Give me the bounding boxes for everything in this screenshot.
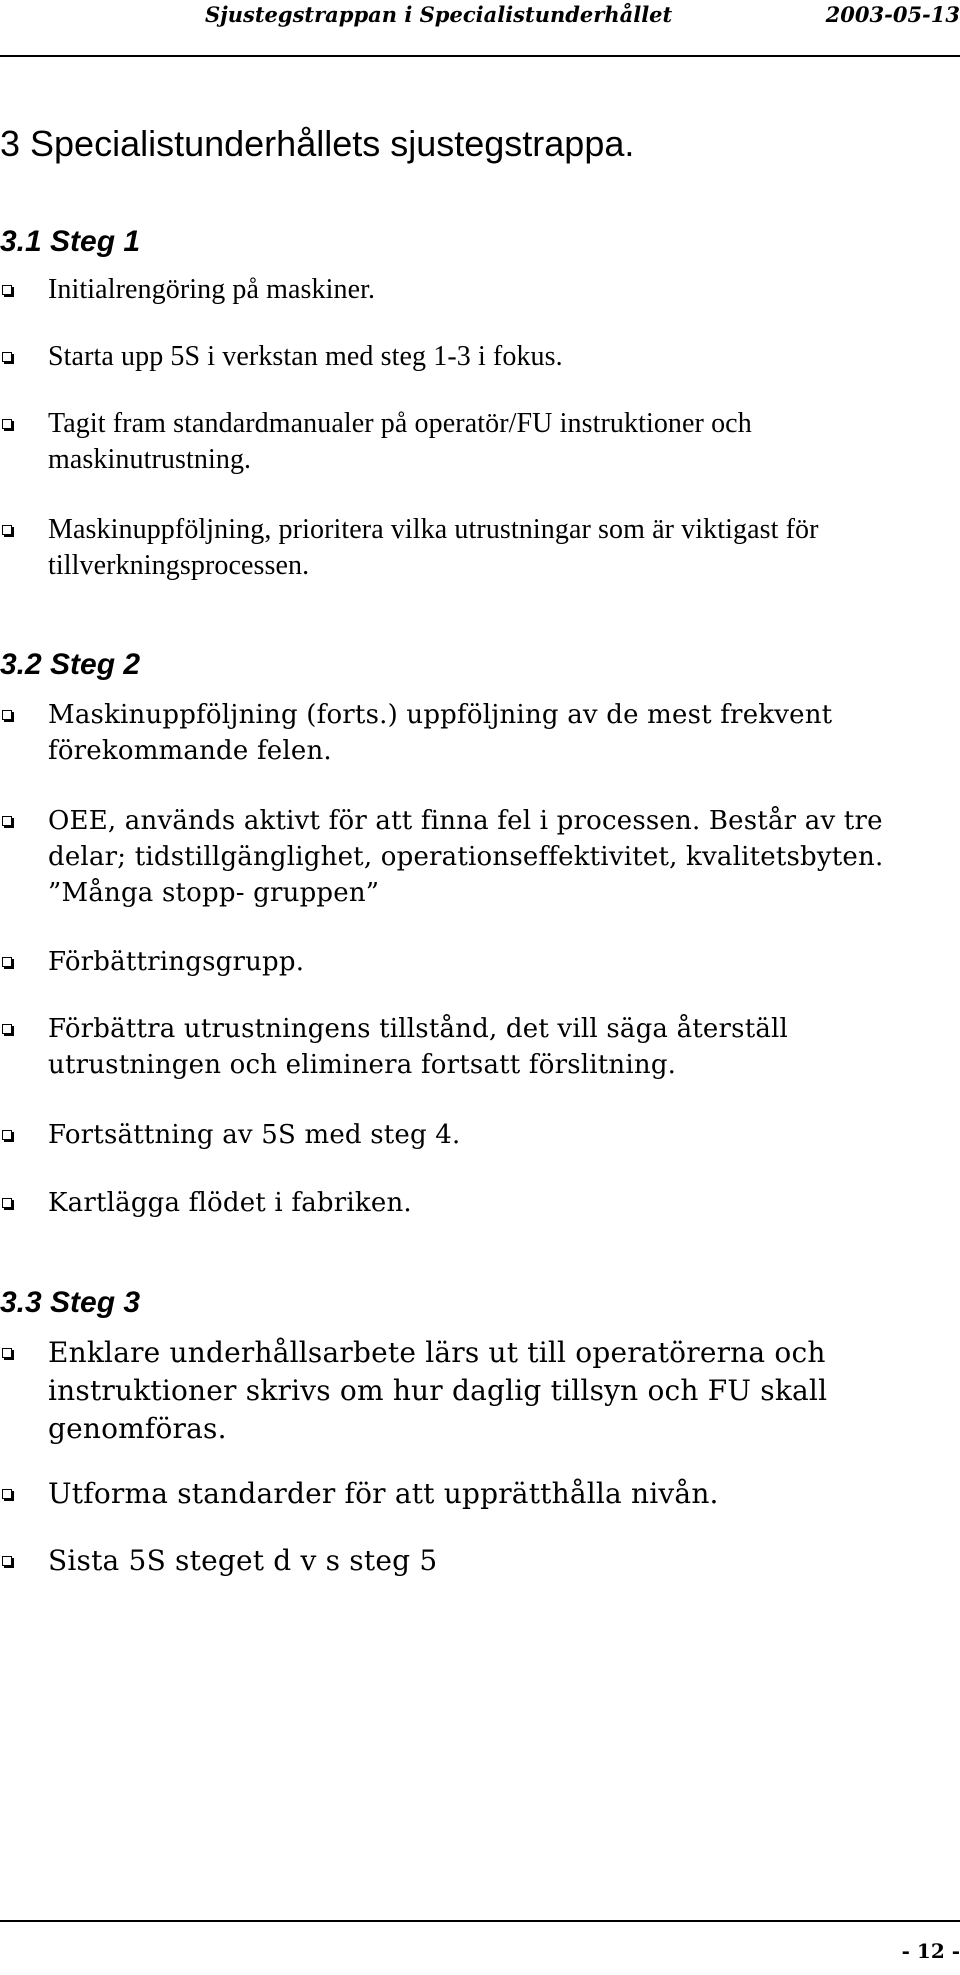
header-date: 2003-05-13 (825, 2, 960, 27)
list-item-text: Enklare underhållsarbete lärs ut till operatörerna och instruktioner skrivs om hur daglig tillsyn och FU skall genomföras. (48, 1336, 828, 1445)
list-item-text: Kartlägga flödet i fabriken. (48, 1188, 412, 1218)
list-item-text: Förbättra utrustningens tillstånd, det vill säga återställ utrustningen och eliminera fortsatt förslitning. (48, 1014, 789, 1080)
checkbox-bullet-icon (2, 352, 12, 362)
list-item-text: Fortsättning av 5S med steg 4. (48, 1120, 461, 1150)
list-item-text: Maskinuppföljning, prioritera vilka utrustningar som är viktigast för tillverkningsprocessen. (48, 514, 819, 581)
list-item-text: Sista 5S steget d v s steg 5 (48, 1544, 438, 1577)
section-heading-steg-2: 3.2 Steg 2 (0, 648, 141, 681)
header-divider (0, 55, 960, 57)
header-title: Sjustegstrappan i Specialistunderhållet (205, 2, 673, 27)
checkbox-bullet-icon (2, 419, 12, 429)
list-item-text: Tagit fram standardmanualer på operatör/FU instruktioner och maskinutrustning. (48, 408, 752, 475)
section-heading-steg-3: 3.3 Steg 3 (0, 1286, 141, 1319)
chapter-heading: 3 Specialistunderhållets sjustegstrappa. (0, 123, 635, 164)
checkbox-bullet-icon (2, 1198, 12, 1208)
checkbox-bullet-icon (2, 1348, 12, 1358)
list-item-text: Initialrengöring på maskiner. (48, 274, 376, 305)
footer-divider (0, 1920, 960, 1922)
checkbox-bullet-icon (2, 1556, 12, 1566)
section-heading-steg-1: 3.1 Steg 1 (0, 225, 141, 258)
checkbox-bullet-icon (2, 1130, 12, 1140)
checkbox-bullet-icon (2, 1024, 12, 1034)
checkbox-bullet-icon (2, 525, 12, 535)
checkbox-bullet-icon (2, 710, 12, 720)
page-number: - 12 - (901, 1939, 960, 1963)
list-item-text: Förbättringsgrupp. (48, 947, 305, 977)
checkbox-bullet-icon (2, 957, 12, 967)
checkbox-bullet-icon (2, 1489, 12, 1499)
list-item-text: Starta upp 5S i verkstan med steg 1-3 i fokus. (48, 341, 563, 372)
checkbox-bullet-icon (2, 816, 12, 826)
checkbox-bullet-icon (2, 285, 12, 295)
list-item-text: OEE, används aktivt för att finna fel i processen. Består av tre delar; tidstillgänglighet, operationseffektivitet, kvalitetsbyten. ”Många stopp- gruppen” (48, 806, 884, 908)
page-header (0, 0, 960, 58)
list-item-text: Utforma standarder för att upprätthålla nivån. (48, 1477, 719, 1510)
list-item-text: Maskinuppföljning (forts.) uppföljning av de mest frekvent förekommande felen. (48, 700, 833, 766)
